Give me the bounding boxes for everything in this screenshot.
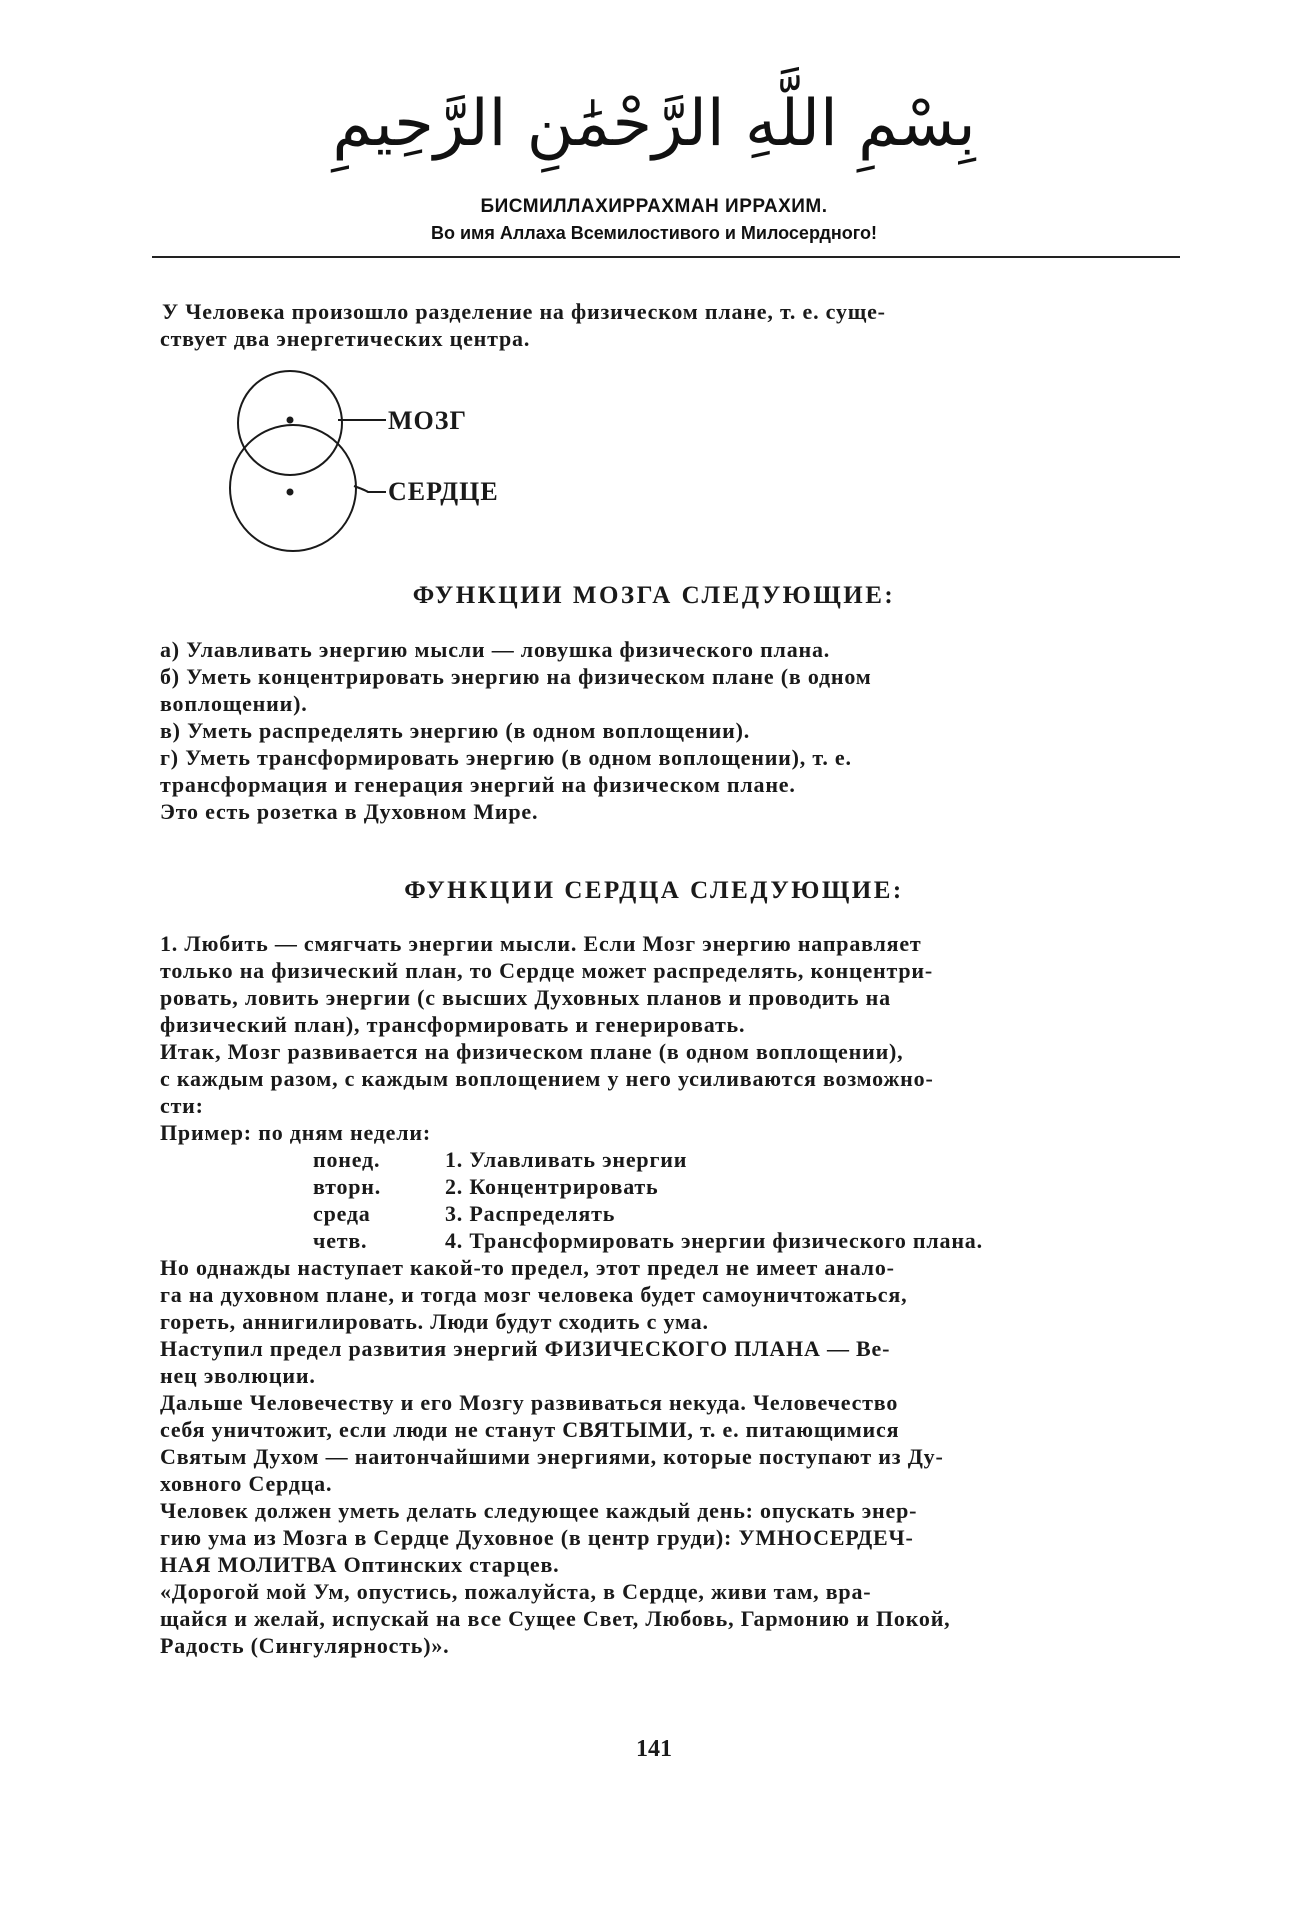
weekday-task: 2. Концентрировать	[445, 1174, 659, 1199]
text-line: «Дорогой мой Ум, опустись, пожалуйста, в Сердце, живи там, вра-	[160, 1579, 872, 1604]
text-line: нец эволюции.	[160, 1363, 316, 1388]
text-line: гию ума из Мозга в Сердце Духовное (в центр груди): УМНОСЕРДЕЧ-	[160, 1525, 914, 1550]
text-line: сти:	[160, 1093, 204, 1118]
text-line: гореть, аннигилировать. Люди будут сходить с ума.	[160, 1309, 709, 1334]
text-line: ровать, ловить энергии (с высших Духовных планов и проводить на	[160, 985, 891, 1010]
weekday-row	[313, 1146, 983, 1173]
weekday-row	[313, 1173, 983, 1200]
list-line: в) Уметь распределять энергию (в одном воплощении).	[160, 718, 751, 743]
text-line: га на духовном плане, и тогда мозг человека будет самоуничтожаться,	[160, 1282, 908, 1307]
weekday-task: 3. Распределять	[445, 1201, 616, 1226]
list-line: а) Улавливать энергию мысли — ловушка физического плана.	[160, 637, 831, 662]
weekday-name: четв.	[313, 1228, 368, 1253]
energy-centers-diagram	[220, 368, 580, 568]
weekday-task: 4. Трансформировать энергии физического плана.	[445, 1228, 983, 1253]
text-line: Но однажды наступает какой-то предел, этот предел не имеет анало-	[160, 1255, 895, 1280]
text-line: Святым Духом — наитончайшими энергиями, которые поступают из Ду-	[160, 1444, 944, 1469]
brain-label: МОЗГ	[388, 406, 468, 435]
text-line: Радость (Сингулярность)».	[160, 1633, 450, 1658]
circles-drawing	[220, 368, 580, 568]
weekday-name: среда	[313, 1201, 371, 1226]
weekday-name: вторн.	[313, 1174, 382, 1199]
text-line: Человек должен уметь делать следующее каждый день: опускать энер-	[160, 1498, 918, 1523]
intro-line: У Человека произошло разделение на физическом плане, т. е. суще-	[162, 299, 886, 324]
text-line: НАЯ МОЛИТВА Оптинских старцев.	[160, 1552, 560, 1577]
header-title: БИСМИЛЛАХИРРАХМАН ИРРАХИМ.	[480, 196, 828, 217]
text-line: Пример: по дням недели:	[160, 1120, 431, 1145]
text-line: только на физический план, то Сердце может распределять, концентри-	[160, 958, 933, 983]
basmala-calligraphy: بِسْمِ اللَّهِ الرَّحْمَٰنِ الرَّحِيمِ	[332, 87, 976, 161]
page-number: 141	[636, 1736, 672, 1762]
header-divider	[152, 256, 1180, 258]
text-line: с каждым разом, с каждым воплощением у него усиливаются возможно-	[160, 1066, 934, 1091]
list-line: воплощении).	[160, 691, 308, 716]
weekday-name: понед.	[313, 1147, 381, 1172]
weekday-row	[313, 1200, 983, 1227]
brain-functions-list	[160, 636, 1180, 825]
heart-dot	[287, 489, 294, 496]
list-line: Это есть розетка в Духовном Мире.	[160, 799, 539, 824]
weekday-task: 1. Улавливать энергии	[445, 1147, 688, 1172]
heart-circle	[230, 425, 356, 551]
brain-dot	[287, 417, 294, 424]
text-line: 1. Любить — смягчать энергии мысли. Если Мозг энергию направляет	[160, 931, 922, 956]
text-line: Итак, Мозг развивается на физическом плане (в одном воплощении),	[160, 1039, 904, 1064]
heart-functions-text-b	[160, 1254, 1180, 1659]
text-line: себя уничтожит, если люди не станут СВЯТЫМИ, т. е. питающимися	[160, 1417, 900, 1442]
heart-functions-text-a	[160, 930, 1180, 1146]
text-line: ховного Сердца.	[160, 1471, 333, 1496]
text-line: Дальше Человечеству и его Мозгу развиваться некуда. Человечество	[160, 1390, 899, 1415]
weekday-row	[313, 1227, 983, 1254]
heart-leader-line	[354, 486, 386, 492]
list-line: г) Уметь трансформировать энергию (в одном воплощении), т. е.	[160, 745, 852, 770]
list-line: трансформация и генерация энергий на физическом плане.	[160, 772, 796, 797]
text-line: Наступил предел развития энергий ФИЗИЧЕСКОГО ПЛАНА — Ве-	[160, 1336, 891, 1361]
list-line: б) Уметь концентрировать энергию на физическом плане (в одном	[160, 664, 872, 689]
heart-functions-heading: ФУНКЦИИ СЕРДЦА СЛЕДУЮЩИЕ:	[404, 877, 904, 904]
weekday-example	[313, 1146, 983, 1254]
text-line: щайся и желай, испускай на все Сущее Свет, Любовь, Гармонию и Покой,	[160, 1606, 951, 1631]
header-subtitle: Во имя Аллаха Всемилостивого и Милосердного!	[430, 223, 878, 243]
brain-functions-heading: ФУНКЦИИ МОЗГА СЛЕДУЮЩИЕ:	[412, 582, 896, 609]
text-line: физический план), трансформировать и генерировать.	[160, 1012, 746, 1037]
heart-label: СЕРДЦЕ	[388, 477, 499, 506]
intro-paragraph	[160, 298, 1180, 352]
intro-line: ствует два энергетических центра.	[160, 326, 531, 351]
